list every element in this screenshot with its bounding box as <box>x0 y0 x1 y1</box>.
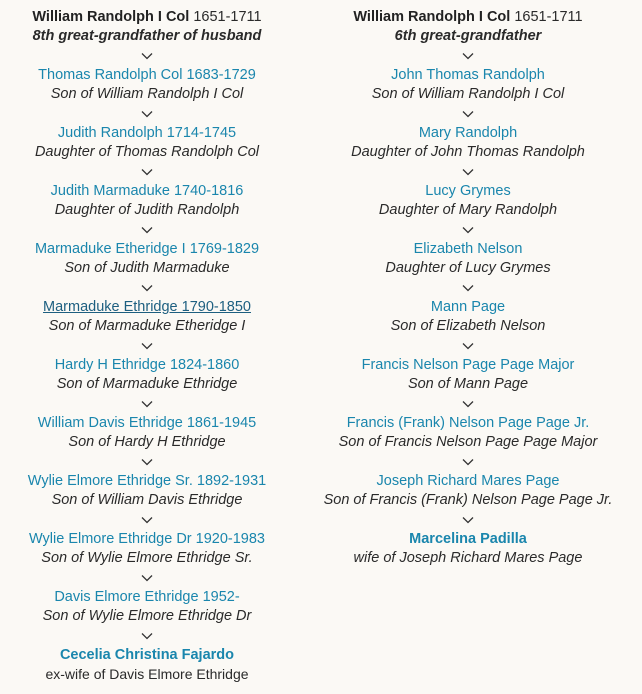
left-root-person <box>32 8 261 46</box>
right-final-person <box>354 530 583 568</box>
chevron-down-icon <box>458 220 478 240</box>
right-final-name[interactable]: Marcelina Padilla <box>409 531 527 547</box>
chevron-down-icon <box>137 568 157 588</box>
chevron-down-icon <box>458 162 478 182</box>
left-person-link[interactable]: Wylie Elmore Ethridge Dr 1920-1983 <box>28 531 265 547</box>
right-root-name: William Randolph I Col <box>353 9 511 25</box>
left-person-4 <box>35 240 259 278</box>
chevron-down-icon <box>458 46 478 66</box>
right-person-2 <box>351 124 585 162</box>
left-person-relationship: Son of Hardy H Ethridge <box>68 434 226 450</box>
right-person-1 <box>372 66 565 104</box>
left-person-link[interactable]: Marmaduke Etheridge I 1769-1829 <box>34 241 260 257</box>
left-person-relationship: Son of Wylie Elmore Ethridge Sr. <box>41 550 253 566</box>
left-person-relationship: Son of Judith Marmaduke <box>64 260 230 276</box>
right-person-link[interactable]: Lucy Grymes <box>425 183 511 199</box>
left-final-relationship: ex-wife of Davis Elmore Ethridge <box>45 666 249 682</box>
right-person-8 <box>324 472 613 510</box>
left-person-link[interactable]: Wylie Elmore Ethridge Sr. 1892-1931 <box>27 473 267 489</box>
right-person-link[interactable]: Mann Page <box>430 299 506 315</box>
right-root-years: 1651-1711 <box>514 9 583 25</box>
left-person-5 <box>43 298 251 336</box>
right-relationship-path <box>294 8 642 568</box>
left-person-2 <box>35 124 259 162</box>
left-person-relationship: Son of Marmaduke Etheridge I <box>48 318 246 334</box>
left-person-8 <box>28 472 266 510</box>
chevron-down-icon <box>458 278 478 298</box>
right-person-relationship: Son of Francis Nelson Page Page Major <box>338 434 598 450</box>
left-person-link[interactable]: Davis Elmore Ethridge 1952- <box>54 589 240 605</box>
right-person-6 <box>362 356 575 394</box>
left-person-9 <box>29 530 265 568</box>
chevron-down-icon <box>137 510 157 530</box>
chevron-down-icon <box>458 336 478 356</box>
chevron-down-icon <box>137 626 157 646</box>
right-person-5 <box>391 298 546 336</box>
left-final-person <box>45 646 248 684</box>
left-person-link[interactable]: Judith Marmaduke 1740-1816 <box>50 183 244 199</box>
right-person-link[interactable]: Francis Nelson Page Page Major <box>361 357 575 373</box>
chevron-down-icon <box>137 104 157 124</box>
right-person-relationship: Daughter of Mary Randolph <box>378 202 558 218</box>
left-person-relationship: Son of Marmaduke Ethridge <box>56 376 238 392</box>
chevron-down-icon <box>458 104 478 124</box>
right-person-relationship: Daughter of Lucy Grymes <box>385 260 551 276</box>
left-person-link[interactable]: William Davis Ethridge 1861-1945 <box>37 415 257 431</box>
chevron-down-icon <box>137 220 157 240</box>
left-person-relationship: Son of Wylie Elmore Ethridge Dr <box>42 608 252 624</box>
left-person-relationship: Son of William Davis Ethridge <box>51 492 243 508</box>
right-person-link[interactable]: Francis (Frank) Nelson Page Page Jr. <box>346 415 590 431</box>
right-person-7 <box>339 414 598 452</box>
right-person-relationship: Son of William Randolph I Col <box>371 86 565 102</box>
right-person-link[interactable]: Elizabeth Nelson <box>413 241 523 257</box>
right-person-relationship: Son of Francis (Frank) Nelson Page Page Jr. <box>323 492 613 508</box>
left-person-relationship: Daughter of Thomas Randolph Col <box>34 144 260 160</box>
chevron-down-icon <box>137 452 157 472</box>
right-person-4 <box>385 240 550 278</box>
left-root-relationship: 8th great-grandfather of husband <box>32 28 262 44</box>
right-person-link[interactable]: Joseph Richard Mares Page <box>376 473 560 489</box>
right-person-link[interactable]: John Thomas Randolph <box>391 67 545 83</box>
left-person-6 <box>55 356 240 394</box>
left-person-3 <box>51 182 244 220</box>
left-person-10 <box>43 588 252 626</box>
chevron-down-icon <box>137 46 157 66</box>
left-person-relationship: Daughter of Judith Randolph <box>54 202 240 218</box>
left-person-1 <box>38 66 256 104</box>
chevron-down-icon <box>458 510 478 530</box>
left-root-years: 1651-1711 <box>193 9 262 25</box>
right-final-relationship: wife of Joseph Richard Mares Page <box>353 550 583 566</box>
left-final-name[interactable]: Cecelia Christina Fajardo <box>59 647 235 663</box>
right-person-link[interactable]: Mary Randolph <box>418 125 518 141</box>
left-relationship-path <box>0 8 294 684</box>
chevron-down-icon <box>137 278 157 298</box>
right-root-relationship: 6th great-grandfather <box>394 28 542 44</box>
left-root-name: William Randolph I Col <box>32 9 190 25</box>
right-person-relationship: Son of Mann Page <box>407 376 529 392</box>
chevron-down-icon <box>137 394 157 414</box>
right-person-3 <box>379 182 557 220</box>
left-person-7 <box>38 414 256 452</box>
chevron-down-icon <box>137 162 157 182</box>
right-root-person <box>353 8 582 46</box>
left-person-link[interactable]: Marmaduke Ethridge 1790-1850 <box>43 299 251 315</box>
right-person-relationship: Daughter of John Thomas Randolph <box>351 144 585 160</box>
left-person-link[interactable]: Judith Randolph 1714-1745 <box>57 125 237 141</box>
left-person-relationship: Son of William Randolph I Col <box>50 86 244 102</box>
chevron-down-icon <box>458 394 478 414</box>
left-person-link[interactable]: Thomas Randolph Col 1683-1729 <box>38 67 256 83</box>
left-person-link[interactable]: Hardy H Ethridge 1824-1860 <box>54 357 240 373</box>
chevron-down-icon <box>137 336 157 356</box>
chevron-down-icon <box>458 452 478 472</box>
right-person-relationship: Son of Elizabeth Nelson <box>390 318 546 334</box>
